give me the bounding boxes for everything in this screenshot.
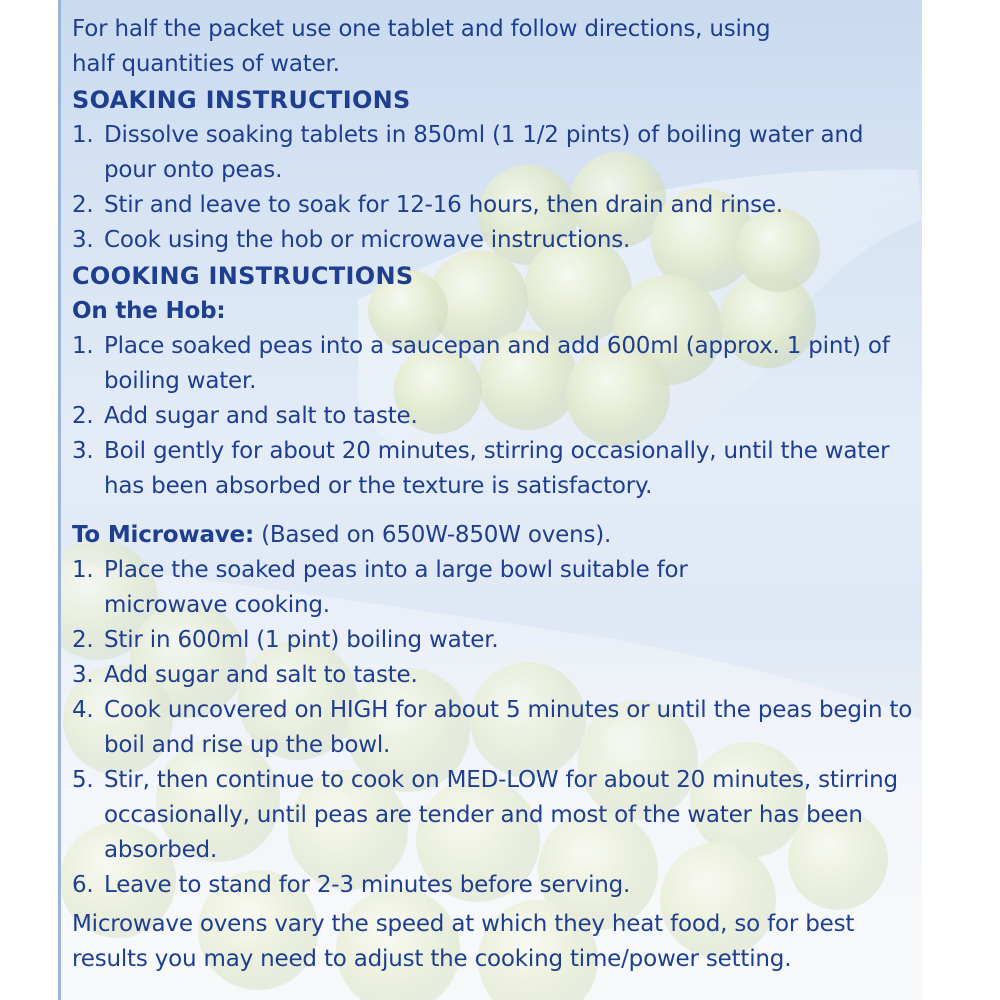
soaking-step — [72, 118, 909, 188]
step-text: Stir and leave to soak for 12-16 hours, then drain and rinse. — [104, 192, 783, 218]
hob-step — [72, 434, 916, 504]
intro-text: For half the packet use one tablet and follow directions, using half quantities of water. — [72, 16, 771, 77]
step-number: 3. — [72, 662, 94, 688]
step-text: Place the soaked peas into a large bowl suitable for microwave cooking. — [104, 557, 688, 618]
panel-left-border — [58, 0, 61, 1000]
microwave-footer-note: Microwave ovens vary the speed at which they heat food, so for best results you may need to adjust the cooking time/power setting. — [72, 911, 855, 972]
step-number: 1. — [72, 333, 94, 359]
step-text: Stir in 600ml (1 pint) boiling water. — [104, 627, 499, 653]
step-text: Add sugar and salt to taste. — [104, 662, 418, 688]
step-text: Leave to stand for 2-3 minutes before serving. — [104, 872, 631, 898]
step-text: Boil gently for about 20 minutes, stirring occasionally, until the water has been absorbed or the texture is satisfactory. — [104, 438, 890, 499]
hob-step — [72, 329, 949, 399]
microwave-step — [72, 658, 922, 693]
microwave-heading-line — [72, 518, 922, 553]
step-number: 1. — [72, 557, 94, 583]
microwave-step — [72, 763, 949, 868]
step-text: Cook uncovered on HIGH for about 5 minutes or until the peas begin to boil and rise up the bowl. — [104, 697, 913, 758]
microwave-step — [72, 553, 784, 623]
microwave-step — [72, 693, 949, 763]
cooking-heading: COOKING INSTRUCTIONS — [72, 262, 414, 290]
microwave-step — [72, 623, 922, 658]
step-number: 3. — [72, 438, 94, 464]
soaking-step — [72, 223, 922, 258]
step-number: 3. — [72, 227, 94, 253]
microwave-note: (Based on 650W-850W ovens). — [261, 522, 612, 548]
step-text: Cook using the hob or microwave instructions. — [104, 227, 631, 253]
step-number: 1. — [72, 122, 94, 148]
step-text: Add sugar and salt to taste. — [104, 403, 418, 429]
microwave-step — [72, 868, 922, 903]
step-text: Place soaked peas into a saucepan and add 600ml (approx. 1 pint) of boiling water. — [104, 333, 890, 394]
soaking-heading: SOAKING INSTRUCTIONS — [72, 86, 411, 114]
step-number: 5. — [72, 767, 94, 793]
step-number: 2. — [72, 627, 94, 653]
soaking-step — [72, 188, 922, 223]
step-text: Dissolve soaking tablets in 850ml (1 1/2 pints) of boiling water and pour onto peas. — [104, 122, 864, 183]
instructions-text — [72, 12, 922, 977]
step-number: 4. — [72, 697, 94, 723]
step-number: 2. — [72, 192, 94, 218]
step-number: 6. — [72, 872, 94, 898]
hob-heading: On the Hob: — [72, 298, 226, 324]
step-text: Stir, then continue to cook on MED-LOW for about 20 minutes, stirring occasionally, until peas are tender and most of the water has been absorbed. — [104, 767, 898, 863]
hob-step — [72, 399, 922, 434]
step-number: 2. — [72, 403, 94, 429]
microwave-heading: To Microwave: — [72, 522, 254, 548]
